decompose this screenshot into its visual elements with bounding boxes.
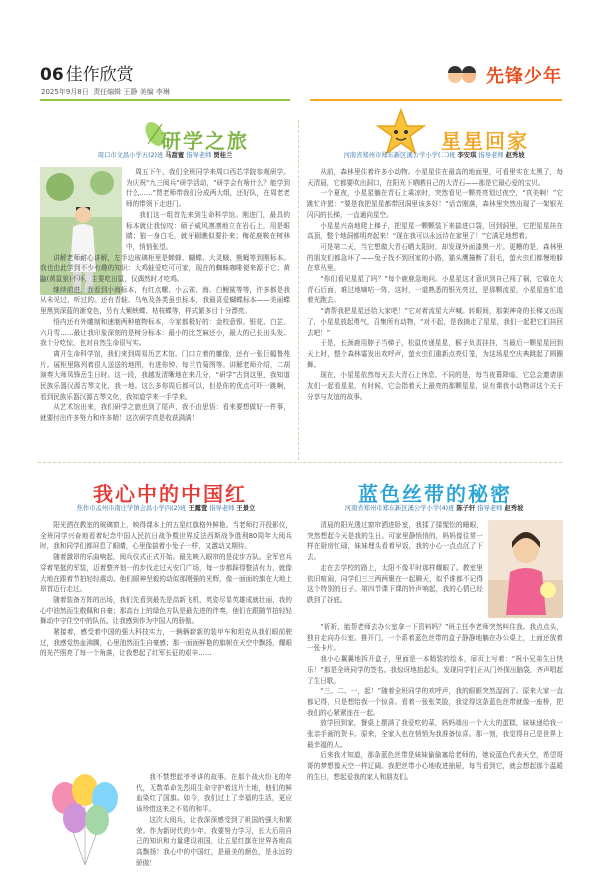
article-title: 研学之旅	[161, 129, 249, 153]
row-divider	[38, 462, 562, 463]
page-header	[40, 60, 134, 85]
byline-school: 周口市文昌小学五(2)班	[97, 152, 164, 159]
paragraph: “你们看见星星了吗？”每个鹿鹿急地问。小星星这才意识到自己闯了祸，它躲在大青石后面，难过地嘀咕一阵，这时，一道熟悉的银光亮过，是那颗流星，小星星连忙追着光跑去。	[307, 275, 563, 305]
article-byline	[305, 150, 563, 159]
masthead	[0, 0, 600, 110]
article-title: 星星回家	[441, 129, 529, 153]
paragraph: 走在去学校的路上，太阳不像平时那样耀眼了。教室里依旧喧闹，同学们三三两两聚在一起聊天，似乎谁都不记得这个特别的日子。第四节课下课的铃声响起，我的心情已经跌到了谷底。	[307, 563, 483, 604]
byline-school: 河南省郑州市郑东新区溪公学小学(二)班	[343, 152, 456, 159]
page-number: 06	[40, 65, 64, 85]
paragraph: 随着装备方阵的出场，我们先看到最先是高新飞机，英姿尽显英雄成就壮丽，我的心中油然而生敬佩和自豪；那高台上的绿色方队是最先进的伴奏，他们在跟随节拍轻轻舞动中守住空中的队伍。让我感到作为中国人的骄傲。	[40, 595, 292, 626]
paragraph: 讲解老师耐心讲解，左手边玻璃柜里是蝉蜂、蝴蝶、大灵蛾、熊蝇等到刚标本。我也由此学到不少有趣的知识：大鸡蛙爱吃可可家，现在的蜘蛛咖啡便来源于它；黄鼬(黄鼠狼)不坏，主要吃田鼠，仅偶然时才吃鸡。	[40, 253, 290, 284]
byline-teacher: 赵秀坡	[505, 152, 525, 159]
paragraph: 阳光洒在教室的玻璃窗上，映得课本上的五星红旗格外鲜艳。当老师打开投影仪，全班同学兴奋地看着纪念中国人民抗日战争暨世界反法西斯战争胜利80周年大阅兵时，我和同学们都屏息了眼睛，心里像揣着小兔子一样，又激动又期待。	[40, 521, 292, 551]
paragraph: “三、二、一，起！”随着全班同学的欢呼声，我的眼眶突然湿润了。原来大家一直都记得，只是想给我一个惊喜。看着一张张笑脸，我觉得这条蓝色丝带就像一座桥，把我们的心紧紧连在一起。	[307, 687, 563, 717]
paragraph: 悟内还有外雕制和速制两种植物标本，今家都极好的：金校意银、银花、白芷、六月雪……最让我印象深刻的是树分标本：最小的比芝麻还小，最大的已长出头发。我十分吃惊，也对自然生命很写实。	[40, 317, 290, 348]
section-title: 佳作欣赏	[65, 65, 134, 85]
article-byline	[305, 503, 563, 512]
paragraph: 紧接着，感受着中国的强大科技实力，一辆辆崭新的装甲车和坦克从我们眼前驶过，我感觉热血沸腾，心里油然而生自豪感；那一面面鲜艳的旗帜在天空中飘扬，耀眼的光芒照亮了每一个角落，让我想起了红军长征的艰辛……	[40, 628, 292, 658]
paragraph: 现在，小星星依然每天去大青石上休息，不同的是，每当夜幕降临，它总会邀请朋友们一起看星星，有时候，它会指着天上最亮的那颗星星，说有课我小动物讲这个关于分享与友谊的故事。	[307, 371, 563, 401]
article-title: 我心中的中国红	[93, 482, 247, 506]
brand-logo	[448, 60, 562, 90]
article-body	[40, 167, 290, 424]
issue-date: 2025年9月8日	[41, 88, 89, 96]
paragraph: 清晨的阳光透过窗帘洒进卧室，我揉了揉惺忪的睡眼，突然想起今天是我的生日。可家里静悄悄的，妈妈像往常一样在厨房忙碌，妹妹埋头看着早饭，我的小心一点点沉了下去。	[307, 521, 483, 562]
column-divider	[298, 120, 299, 460]
paragraph: 这次大阅兵，让我深深感受到了祖国的强大和繁荣。作为新时代的少年，我要努力学习，长大后用自己的知识和力量建设祖国，让五星红旗在世界各地高高飘扬！我心中的中国红，是最美的颜色，是永远的骄傲！	[136, 815, 292, 867]
star-icon	[376, 108, 426, 156]
paragraph: 我不禁想起爷爷讲的故事。在那个战火纷飞的年代，无数革命先烈用生命守护着这片土地，他们的鲜血染红了国旗。如今，我们过上了幸福的生活，更应该珍惜这来之不易的和平。	[136, 773, 292, 814]
byline-teacher: 赵秀坡	[504, 505, 524, 512]
byline-school: 河南省郑州市郑东新区溪公学小学(4)班	[344, 505, 455, 512]
article-body-continued	[136, 772, 292, 877]
header-rule-right	[310, 99, 562, 101]
article-byline	[40, 150, 290, 159]
byline-teacher: 贾桂兰	[213, 152, 233, 159]
byline-teacher-label: 指导老师	[209, 505, 235, 512]
byline-teacher: 王景立	[236, 505, 256, 512]
paragraph: 我们这一组首先来到生命科学馆。刚进门，最具的标本就让我惊叹：硕子威风凛凛地立在岩石上，用是眼睛；狼一身白毛，就牙刷瞧似要扑来；梅花鹿鞍在树林中，悄悄张望。	[126, 210, 290, 251]
paragraph: 可是第二天，当它想做大青石晒太阳时，却发现外面漆黑一片。更糟的是，森林里的朋友们都急坏了——兔子找不到回家的小路，猫头鹰撞断了羽毛，萤火虫们都慢地躲在草丛里。	[307, 242, 563, 273]
byline-teacher-label: 指导老师	[186, 152, 212, 159]
issue-info	[41, 87, 170, 97]
byline-author: 王露萱	[188, 505, 208, 512]
paragraph: 小星星兴奋地爬上梯子，把星星一颗颗装下来揣进口袋，回到洞里，它把星星挂在高顶，整个地洞都明亮起来！“现在我可以永远待在家里了！”它满足地想着。	[307, 221, 563, 241]
paragraph: 一个夏夜，小星星躺在青石上乘凉时，突然看见一颗亮亮划过夜空，“真美啊！”它跳忙许愿：“要是我把星星都带回洞里该多好！”话音刚落，森林里突然出现了一架银光闪闪的长梯，一直通向星空。	[307, 189, 563, 219]
header-rule-left	[40, 99, 290, 101]
paragraph: 继续前进，我看到小海标本，有红点螺、小云雀、海、白鳗鲨等等，许多都是我从未见过、听过的。还有青蛙、乌龟及各类虽虫标本，我最喜爱蝴蝶标本——美丽蝶里黑到深蓝的渐变色，另有大紫蛱蝶、枯枝蝶等，样式繁多目十分漂亮。	[40, 285, 290, 316]
paragraph: 从前，森林里住着许多小动物。小星星住在最高的地面里，可看里实在太黑了，每天清晨，它都要吹出洞口，在阳光下晒晒自己的大青石——那是它最心爱的宝贝。	[307, 168, 563, 187]
byline-author: 马甜蜜	[165, 152, 185, 159]
article-body	[307, 520, 483, 606]
paragraph: “请帮我把星星还给大家吧！”它对着流星大声喊。转眼间，那架神奇的长梯又出现了，小星星放起勇气，召集所有动物，“对不起，是我摘走了星星，我们一起把它们挂回去吧！”	[307, 307, 563, 337]
byline-teacher-label: 指导老师	[478, 152, 504, 159]
girl-photo	[488, 520, 563, 618]
paragraph: 随着激昂的乐曲响起，阅兵仪式正式开始。最先映入眼帘的是徒步方队。全军官兵穿着笔挺的军装，迈着整齐划一的步伐走过天安门广场，每一步都踩得整洁有力，就像大地在跟着节拍轻轻震动。他们眼神坚毅的动似那刚强的光辉，像一面面的旗在大地上昂首迈行走过。	[40, 553, 292, 594]
article-body-continued	[307, 622, 563, 877]
article-title: 蓝色丝带的秘密	[358, 482, 512, 506]
paragraph: 我小心翼翼地拆开盒子，里面是一本精装的绘本，扉页上写着：“祝小兄弟生日快乐！”那是全班同学的签名。我惊讶地抬起头，发现同学们正从门外探出脑袋，齐声唱起了生日歌。	[307, 655, 563, 685]
paragraph: 从艺术馆出来，我们研学之旅也到了尾声，我不由思悟：看来要想做好一件事，就要付出许多努力和许多精！这次研学真是收获满满！	[40, 403, 290, 423]
paragraph: 于是，长颈鹿用脖子当梯子，松鼠传递星星，猴子负责挂挂，当最后一颗星星回到天上时，整个森林霎发出欢呼声，萤火虫们重新点亮灯笼，为这场星空庆典跳起了圆圈舞。	[307, 339, 563, 369]
paragraph: 放学回到家，餐桌上摆满了我爱吃的菜，妈妈端出一个大大的蛋糕，妹妹递给我一张亲手画的贺卡。原来，全家人也在悄悄为我准备惊喜。那一刻，我觉得自己是世界上最幸福的人。	[307, 719, 563, 749]
byline-teacher-label: 指导老师	[477, 505, 503, 512]
editors: 责任编辑 王静 美编 李琳	[93, 88, 170, 96]
article-body	[40, 520, 292, 770]
paragraph: 离开生命科学馆，我们来到周易历艺术馆。门口立着的雕像，还有一张巨幅鲁苑片。展柜里陈列着很人送送的地图，有进你钟、每兰竹菊图等。讲解老师介绍，二胡演奏大师凤锋岳生日时。这一段，我越发清晰地在来几分，“研学”古到这里，我知道民族乐器汉源古琴文化，我一地。这么多你周后都可以，但是你的优点可吓一跳啊，看到民族乐器汉源古琴文化，我知道学来一手学来。	[40, 349, 290, 401]
byline-author: 李安琪	[457, 152, 477, 159]
article-body	[307, 167, 563, 402]
byline-author: 陈子轩	[456, 505, 476, 512]
byline-school: 焦作市孟州市南庄学镇会昌小学四(2)班	[76, 505, 187, 512]
paragraph: “祈祈，能帮老师去办公室拿一下资料吗？”班主任李老师突然叫住我。我点点头，独自走向办公室。推开门，一个系着蓝色丝带的盒子静静地躺在办公桌上，上面还放着一张卡片。	[307, 623, 563, 653]
article-byline	[40, 503, 292, 512]
kids-icon	[448, 63, 482, 87]
brand-name: 先锋少年	[486, 66, 562, 87]
balloons-image	[40, 770, 130, 870]
paragraph: 周五下午，我们全班同学来周口西芯学院参观研学。为庆祝“九三阅兵”研学活动，“研学会有啥什么？能学到什么……”贾老师带我们分成两大组，还好队，在周老老师的带领下走进门。	[126, 168, 290, 209]
paragraph: 后来我才知道，那条蓝色丝带是妹妹偷偷塞给老师的，她说蓝色代表天空，希望哥哥的梦想像天空一样辽阔。我把丝带小心地收进抽屉，每当看到它，就会想起那个温暖的生日，想起爱我的家人和朋友们。	[307, 751, 563, 781]
